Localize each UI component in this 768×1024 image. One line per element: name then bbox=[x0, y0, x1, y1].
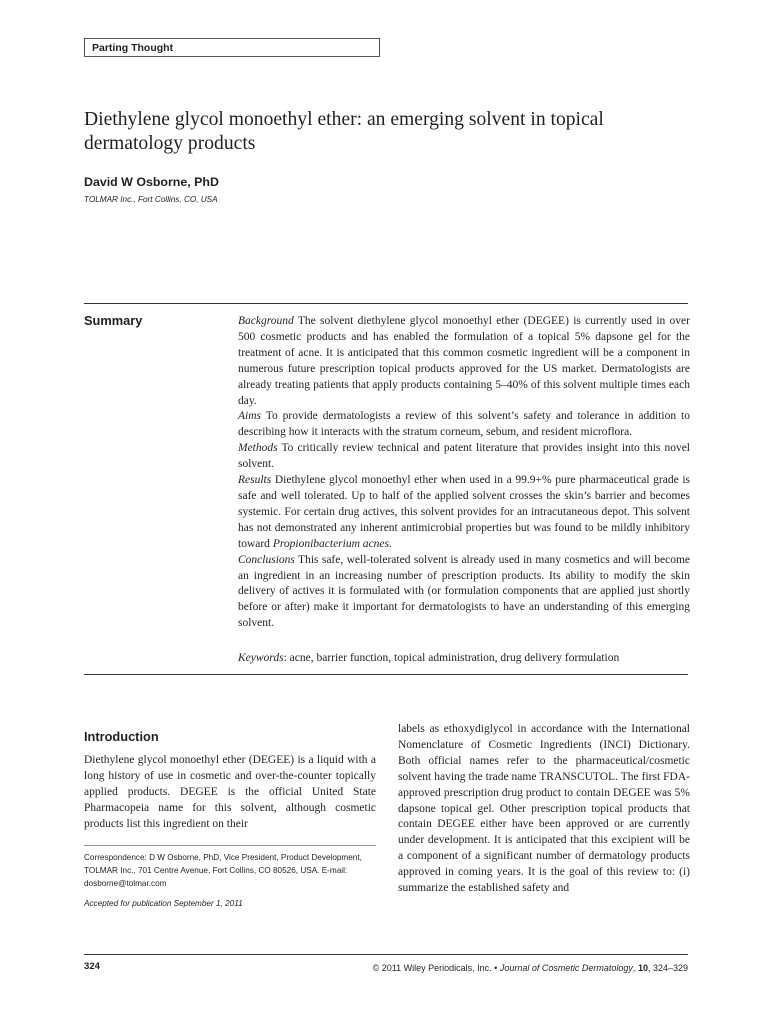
introduction-column-2: labels as ethoxydiglycol in accordance with the International Nomenclature of Cosmetic Ingredients (INCI) Dictionary. Both official names refer to the pharmaceutical/cosmetic solvent having the trade name TRANSCUTOL. The first FDA-approved prescription drug product to contain DEGEE was 5% dapsone topical gel. Other prescription topical products that contain DEGEE either have been approved or are currently under development. It is anticipated that this excipient will be a component of a significant number of dermatology products approved in coming years. It is the goal of this review to: (i) summarize the established safety and bbox=[398, 723, 690, 895]
results-label: Results bbox=[238, 474, 272, 487]
abstract-methods bbox=[238, 441, 690, 473]
background-label: Background bbox=[238, 315, 294, 327]
section-label: Parting Thought bbox=[92, 42, 174, 54]
footer-rule bbox=[84, 954, 688, 955]
footer-volume: 10 bbox=[637, 963, 648, 973]
footer-copyright: © 2011 Wiley Periodicals, Inc. • bbox=[372, 963, 498, 973]
author-affiliation: TOLMAR Inc., Fort Collins, CO, USA bbox=[84, 195, 218, 204]
conclusions-label: Conclusions bbox=[238, 553, 295, 566]
keywords bbox=[238, 651, 690, 666]
introduction-heading: Introduction bbox=[84, 729, 159, 744]
aims-label: Aims bbox=[238, 410, 261, 423]
page-number: 324 bbox=[84, 961, 101, 972]
abstract-background bbox=[238, 314, 690, 409]
background-text: The solvent diethylene glycol monoethyl ether (DEGEE) is currently used in over 500 cosmetic products and has enabled the formulation of a topical 5% dapsone gel for the treatment of acne. It is anticipated that this common cosmetic ingredient will be a component in numerous future prescription topical products approved for the US market. Dermatologists are already treating patients that apply products containing 5–40% of this solvent multiple times each day. bbox=[238, 315, 690, 407]
keywords-label: Keywords bbox=[238, 652, 284, 664]
footnote-rule bbox=[84, 845, 376, 846]
aims-text: To provide dermatologists a review of this solvent’s safety and tolerance in addition to describing how it interacts with the stratum corneum, sebum, and resident microflora. bbox=[238, 410, 690, 439]
results-species: Propionibacterium acnes bbox=[272, 537, 389, 550]
article-title: Diethylene glycol monoethyl ether: an emerging solvent in topical dermatology products bbox=[84, 109, 604, 154]
methods-text: To critically review technical and patent literature that provides insight into this novel solvent. bbox=[238, 442, 690, 471]
footer-pages: , 324–329 bbox=[647, 963, 688, 973]
author-name: David W Osborne, PhD bbox=[84, 175, 219, 189]
conclusions-text: This safe, well-tolerated solvent is already used in many cosmetics and will become an ingredient in an increasing number of prescription products. Its ability to modify the skin delivery of actives it is formulated with (or formulation components that are applied just shortly before or after) make it important for dermatologists to have an understanding of this emerging solvent. bbox=[238, 553, 691, 630]
correspondence-note: Correspondence: D W Osborne, PhD, Vice President, Product Development, TOLMAR Inc., 701 Centre Avenue, Fort Collins, CO 80526, USA. E-mail: dosborne@tolmar.com bbox=[84, 853, 362, 888]
footer-journal: Journal of Cosmetic Dermatology bbox=[499, 963, 633, 973]
accepted-date: Accepted for publication September 1, 2011 bbox=[84, 899, 243, 908]
section-label-box bbox=[84, 38, 380, 57]
keywords-text: : acne, barrier function, topical administration, drug delivery formulation bbox=[283, 652, 620, 664]
abstract-results bbox=[238, 473, 690, 553]
methods-label: Methods bbox=[238, 442, 278, 455]
results-end: . bbox=[388, 537, 392, 550]
footer-citation bbox=[373, 962, 688, 974]
results-text: Diethylene glycol monoethyl ether when used in a 99.9+% pure pharmaceutical grade is safe and well tolerated. Up to half of the applied solvent crosses the skin’s barrier and becomes systemic. For certain drug actives, this solvent provides for an intracutaneous depot. This solvent has not demonstrated any inherent antimicrobial properties but was found to be mildly inhibitory toward bbox=[238, 474, 690, 550]
summary-top-rule bbox=[84, 303, 688, 304]
summary-bottom-rule bbox=[84, 674, 688, 675]
abstract-conclusions bbox=[238, 553, 690, 633]
abstract-aims bbox=[238, 409, 690, 441]
introduction-column-1: Diethylene glycol monoethyl ether (DEGEE) is a liquid with a long history of use in cosmetic and over-the-counter topically applied products. DEGEE is the official United State Pharmacopeia name for this solvent, although cosmetic products list this ingredient on their bbox=[84, 754, 376, 830]
summary-heading: Summary bbox=[84, 313, 143, 328]
abstract bbox=[238, 314, 690, 632]
footer-comma: , bbox=[632, 963, 636, 973]
